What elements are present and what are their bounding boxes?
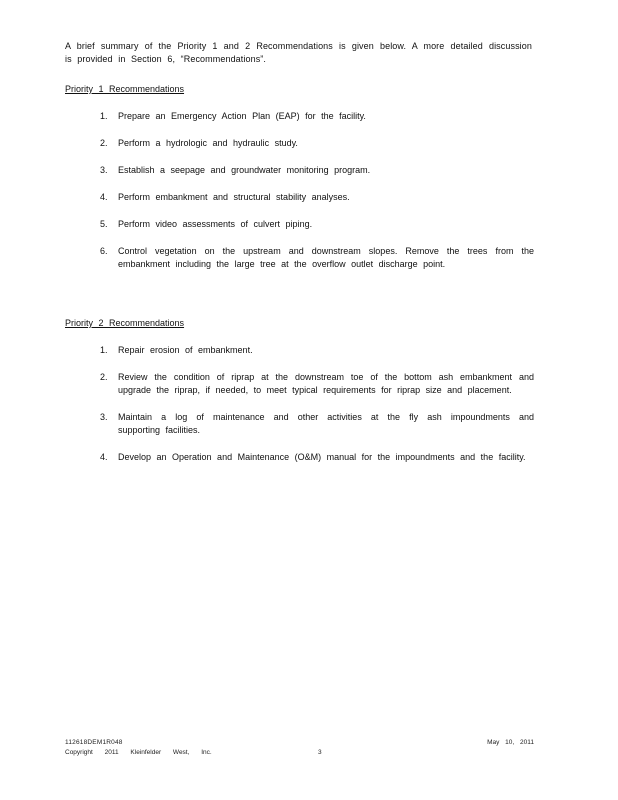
item-number: 3. [100, 165, 108, 175]
item-number: 5. [100, 219, 108, 229]
item-text: Perform a hydrologic and hydraulic study. [118, 138, 298, 148]
item-number: 2. [100, 138, 108, 148]
list-item [96, 344, 534, 357]
priority-2-list [96, 344, 534, 478]
item-text: Review the condition of riprap at the downstream toe of the bottom ash embankment and upgrade the riprap, if needed, to meet typical requirements for riprap size and placement. [118, 372, 534, 395]
list-item [96, 191, 534, 204]
page-number: 3 [318, 749, 322, 756]
list-item [96, 218, 534, 231]
item-number: 3. [100, 412, 108, 422]
item-number: 2. [100, 372, 108, 382]
item-text: Establish a seepage and groundwater monitoring program. [118, 165, 371, 175]
list-item [96, 245, 534, 271]
list-item [96, 411, 534, 437]
item-text: Prepare an Emergency Action Plan (EAP) for the facility. [118, 111, 366, 121]
item-number: 6. [100, 246, 108, 256]
item-text: Maintain a log of maintenance and other activities at the fly ash impoundments and supporting facilities. [118, 412, 534, 435]
list-item [96, 110, 534, 123]
item-text: Develop an Operation and Maintenance (O&M) manual for the impoundments and the facility. [118, 452, 526, 462]
priority-1-heading: Priority 1 Recommendations [65, 84, 185, 94]
item-text: Repair erosion of embankment. [118, 345, 253, 355]
page-footer-left [65, 738, 212, 758]
priority-1-list [96, 110, 534, 285]
item-number: 4. [100, 452, 108, 462]
document-id: 112618DEM1R048 [65, 739, 123, 746]
item-number: 1. [100, 111, 108, 121]
item-text: Control vegetation on the upstream and downstream slopes. Remove the trees from the embankment including the large tree at the overflow outlet discharge point. [118, 246, 534, 269]
list-item [96, 451, 534, 464]
copyright-notice: Copyright 2011 Kleinfelder West, Inc. [65, 749, 212, 756]
priority-2-heading: Priority 2 Recommendations [65, 318, 185, 328]
list-item [96, 164, 534, 177]
item-text: Perform embankment and structural stability analyses. [118, 192, 350, 202]
document-date: May 10, 2011 [487, 739, 534, 746]
intro-paragraph: A brief summary of the Priority 1 and 2 Recommendations is given below. A more detailed discussion is provided in Section 6, “Recommendations”. [65, 41, 532, 64]
item-text: Perform video assessments of culvert piping. [118, 219, 313, 229]
item-number: 1. [100, 345, 108, 355]
item-number: 4. [100, 192, 108, 202]
list-item [96, 137, 534, 150]
list-item [96, 371, 534, 397]
